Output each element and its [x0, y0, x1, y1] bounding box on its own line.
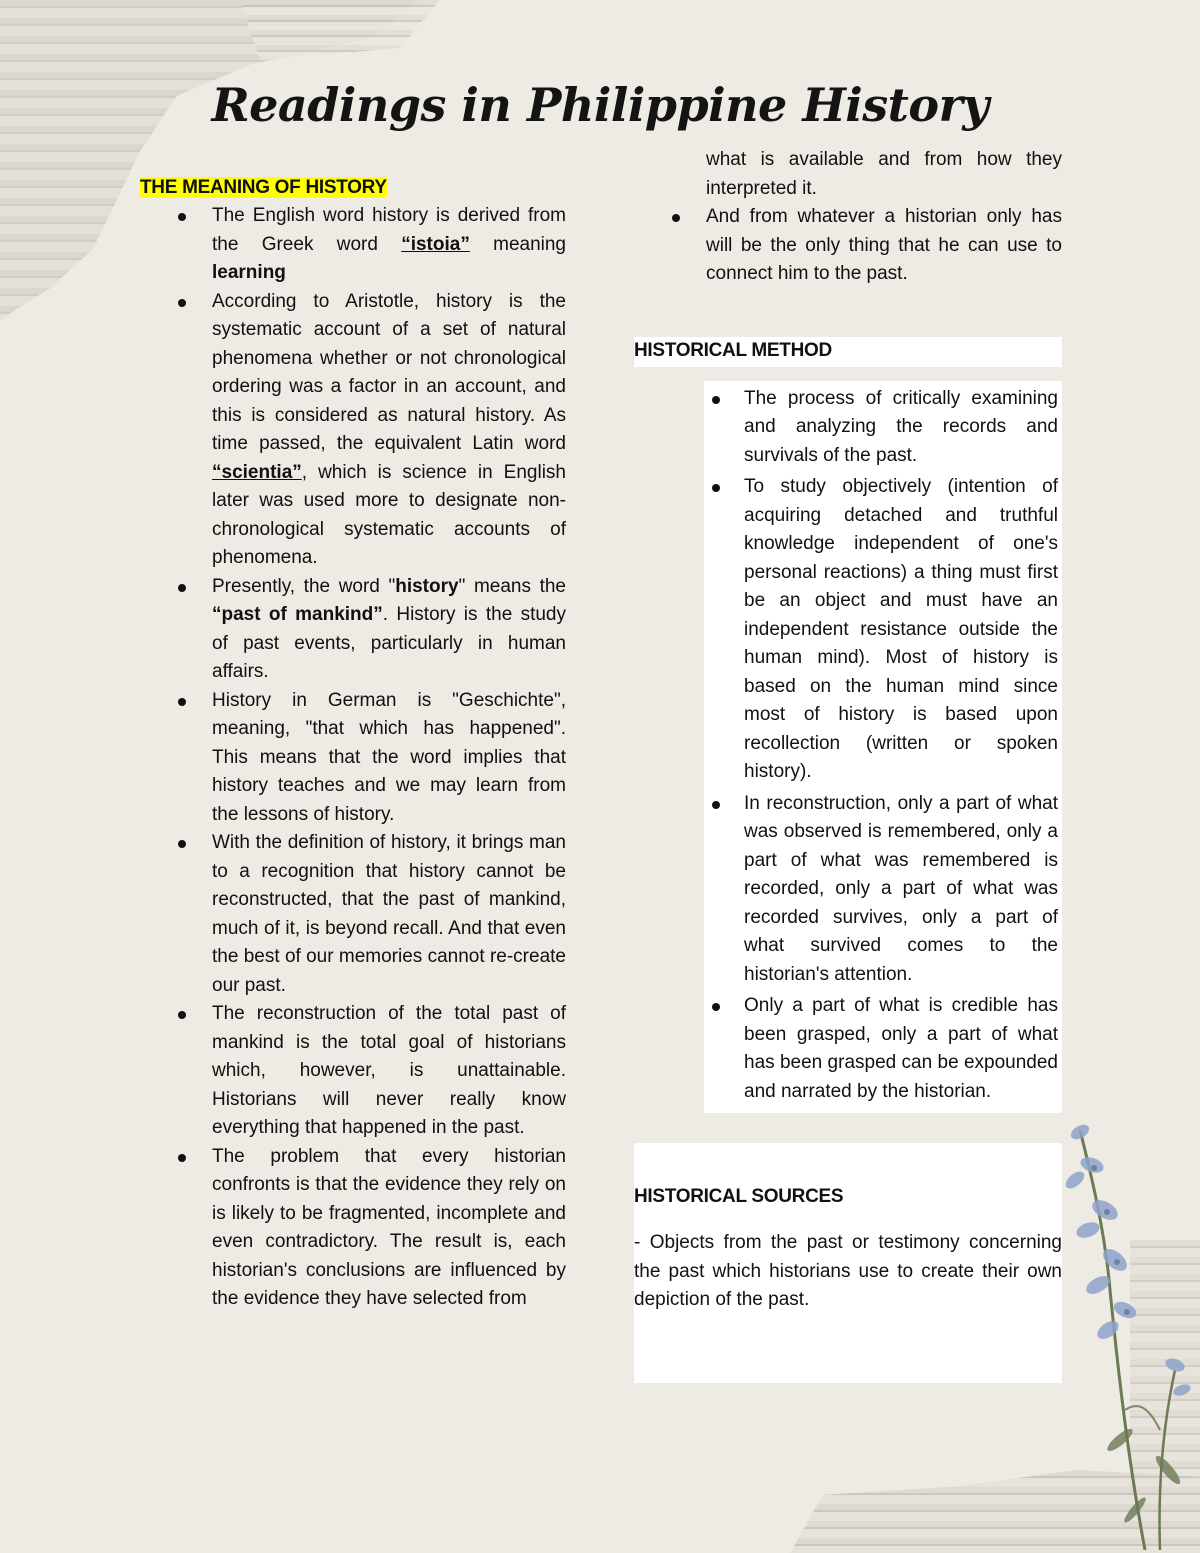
list-item: [140, 1143, 566, 1314]
item-text: Presently, the word ": [212, 575, 396, 597]
bullet-icon: [672, 214, 680, 222]
sources-box: [634, 1143, 1062, 1383]
meaning-list: [140, 202, 566, 1314]
bold-term: history: [395, 575, 459, 597]
bullet-icon: [178, 1154, 186, 1162]
method-box: [704, 381, 1062, 1114]
list-item: [704, 385, 1058, 471]
item-text: Only a part of what is credible has been grasped, only a part of what has been grasped can be expounded and narrated by the historian.: [744, 995, 1058, 1102]
item-text: meaning: [469, 233, 566, 255]
list-item: [140, 573, 566, 687]
item-text: " means the: [458, 575, 566, 597]
item-text: To study objectively (intention of acquiring detached and truthful knowledge independent of one's personal reactions) a thing must first be an object and must have an independent resistance outside the human mind). Most of history is based on the human mind since most of history is based upon recollection (written or spoken history).: [744, 476, 1058, 782]
item-text: In reconstruction, only a part of what was observed is remembered, only a part of what was remembered is recorded, only a part of what was recorded survives, only a part of what survived comes to the historian's attention.: [744, 792, 1058, 985]
bullet-icon: [712, 801, 720, 809]
section-heading-meaning: THE MEANING OF HISTORY: [140, 177, 387, 198]
list-item: [704, 992, 1058, 1106]
bullet-icon: [178, 299, 186, 307]
item-text: , which is science in English later was used more to designate non-chronological systematic accounts of phenomena.: [212, 461, 566, 568]
item-text: The problem that every historian confronts is that the evidence they rely on is likely to be fragmented, incomplete and even contradictory. The result is, each historian's conclusions are influenced by the evidence they have selected from: [212, 1145, 566, 1309]
bullet-icon: [178, 698, 186, 706]
page-title: Readings in Philippine History: [211, 78, 989, 132]
bullet-icon: [178, 584, 186, 592]
list-item: [140, 687, 566, 830]
list-item: [140, 202, 566, 288]
bullet-icon: [712, 484, 720, 492]
section-heading-method: HISTORICAL METHOD: [634, 337, 1062, 367]
bold-term: “istoia”: [401, 233, 470, 255]
bold-term: “past of mankind”: [212, 604, 383, 625]
bullet-icon: [178, 840, 186, 848]
sources-definition: - Objects from the past or testimony concerning the past which historians use to create their own depiction of the past.: [634, 1232, 1062, 1310]
lavender-flower-illustration: [1050, 1110, 1200, 1550]
item-text: And from whatever a historian only has will be the only thing that he can use to connect him to the past.: [706, 206, 1062, 284]
left-column: [140, 174, 566, 1314]
list-item: [140, 1000, 566, 1143]
bullet-icon: [712, 1003, 720, 1011]
item-text: The reconstruction of the total past of mankind is the total goal of historians which, however, is unattainable. Historians will never really know everything that happened in the past.: [212, 1003, 566, 1138]
section-heading-sources: HISTORICAL SOURCES: [634, 1186, 844, 1207]
method-list: [704, 385, 1058, 1107]
list-item: [140, 288, 566, 573]
bullet-icon: [178, 213, 186, 221]
right-column: [634, 146, 1062, 1383]
item-text: History in German is "Geschichte", meaning, "that which has happened". This means that the word implies that history teaches and we may learn from the lessons of history.: [212, 689, 566, 825]
item-text: The English word history is derived from the Greek word: [212, 205, 566, 255]
item-text: . History is the study of past events, particularly in human affairs.: [212, 604, 566, 682]
list-item: [140, 829, 566, 1000]
item-text: The process of critically examining and analyzing the records and survivals of the past.: [744, 387, 1058, 466]
newspaper-scrap-top: [240, 0, 440, 60]
list-item: [634, 203, 1062, 289]
item-text: With the definition of history, it brings man to a recognition that history cannot be reconstructed, that the past of mankind, much of it, is beyond recall. And that even the best of our memories cannot re-create our past.: [212, 832, 566, 996]
item-text: According to Aristotle, history is the systematic account of a set of natural phenomena whether or not chronological ordering was a factor in an account, and this is considered as natural history. As time passed, the equivalent Latin word: [212, 290, 566, 454]
bullet-icon: [712, 396, 720, 404]
list-item: [704, 790, 1058, 990]
bold-term: “scientia”: [212, 461, 302, 483]
bullet-icon: [178, 1011, 186, 1019]
list-item: [704, 473, 1058, 787]
continued-text: what is available and from how they interpreted it.: [706, 149, 1062, 199]
bold-term: learning: [212, 262, 286, 283]
meaning-list-continued: [634, 203, 1062, 289]
